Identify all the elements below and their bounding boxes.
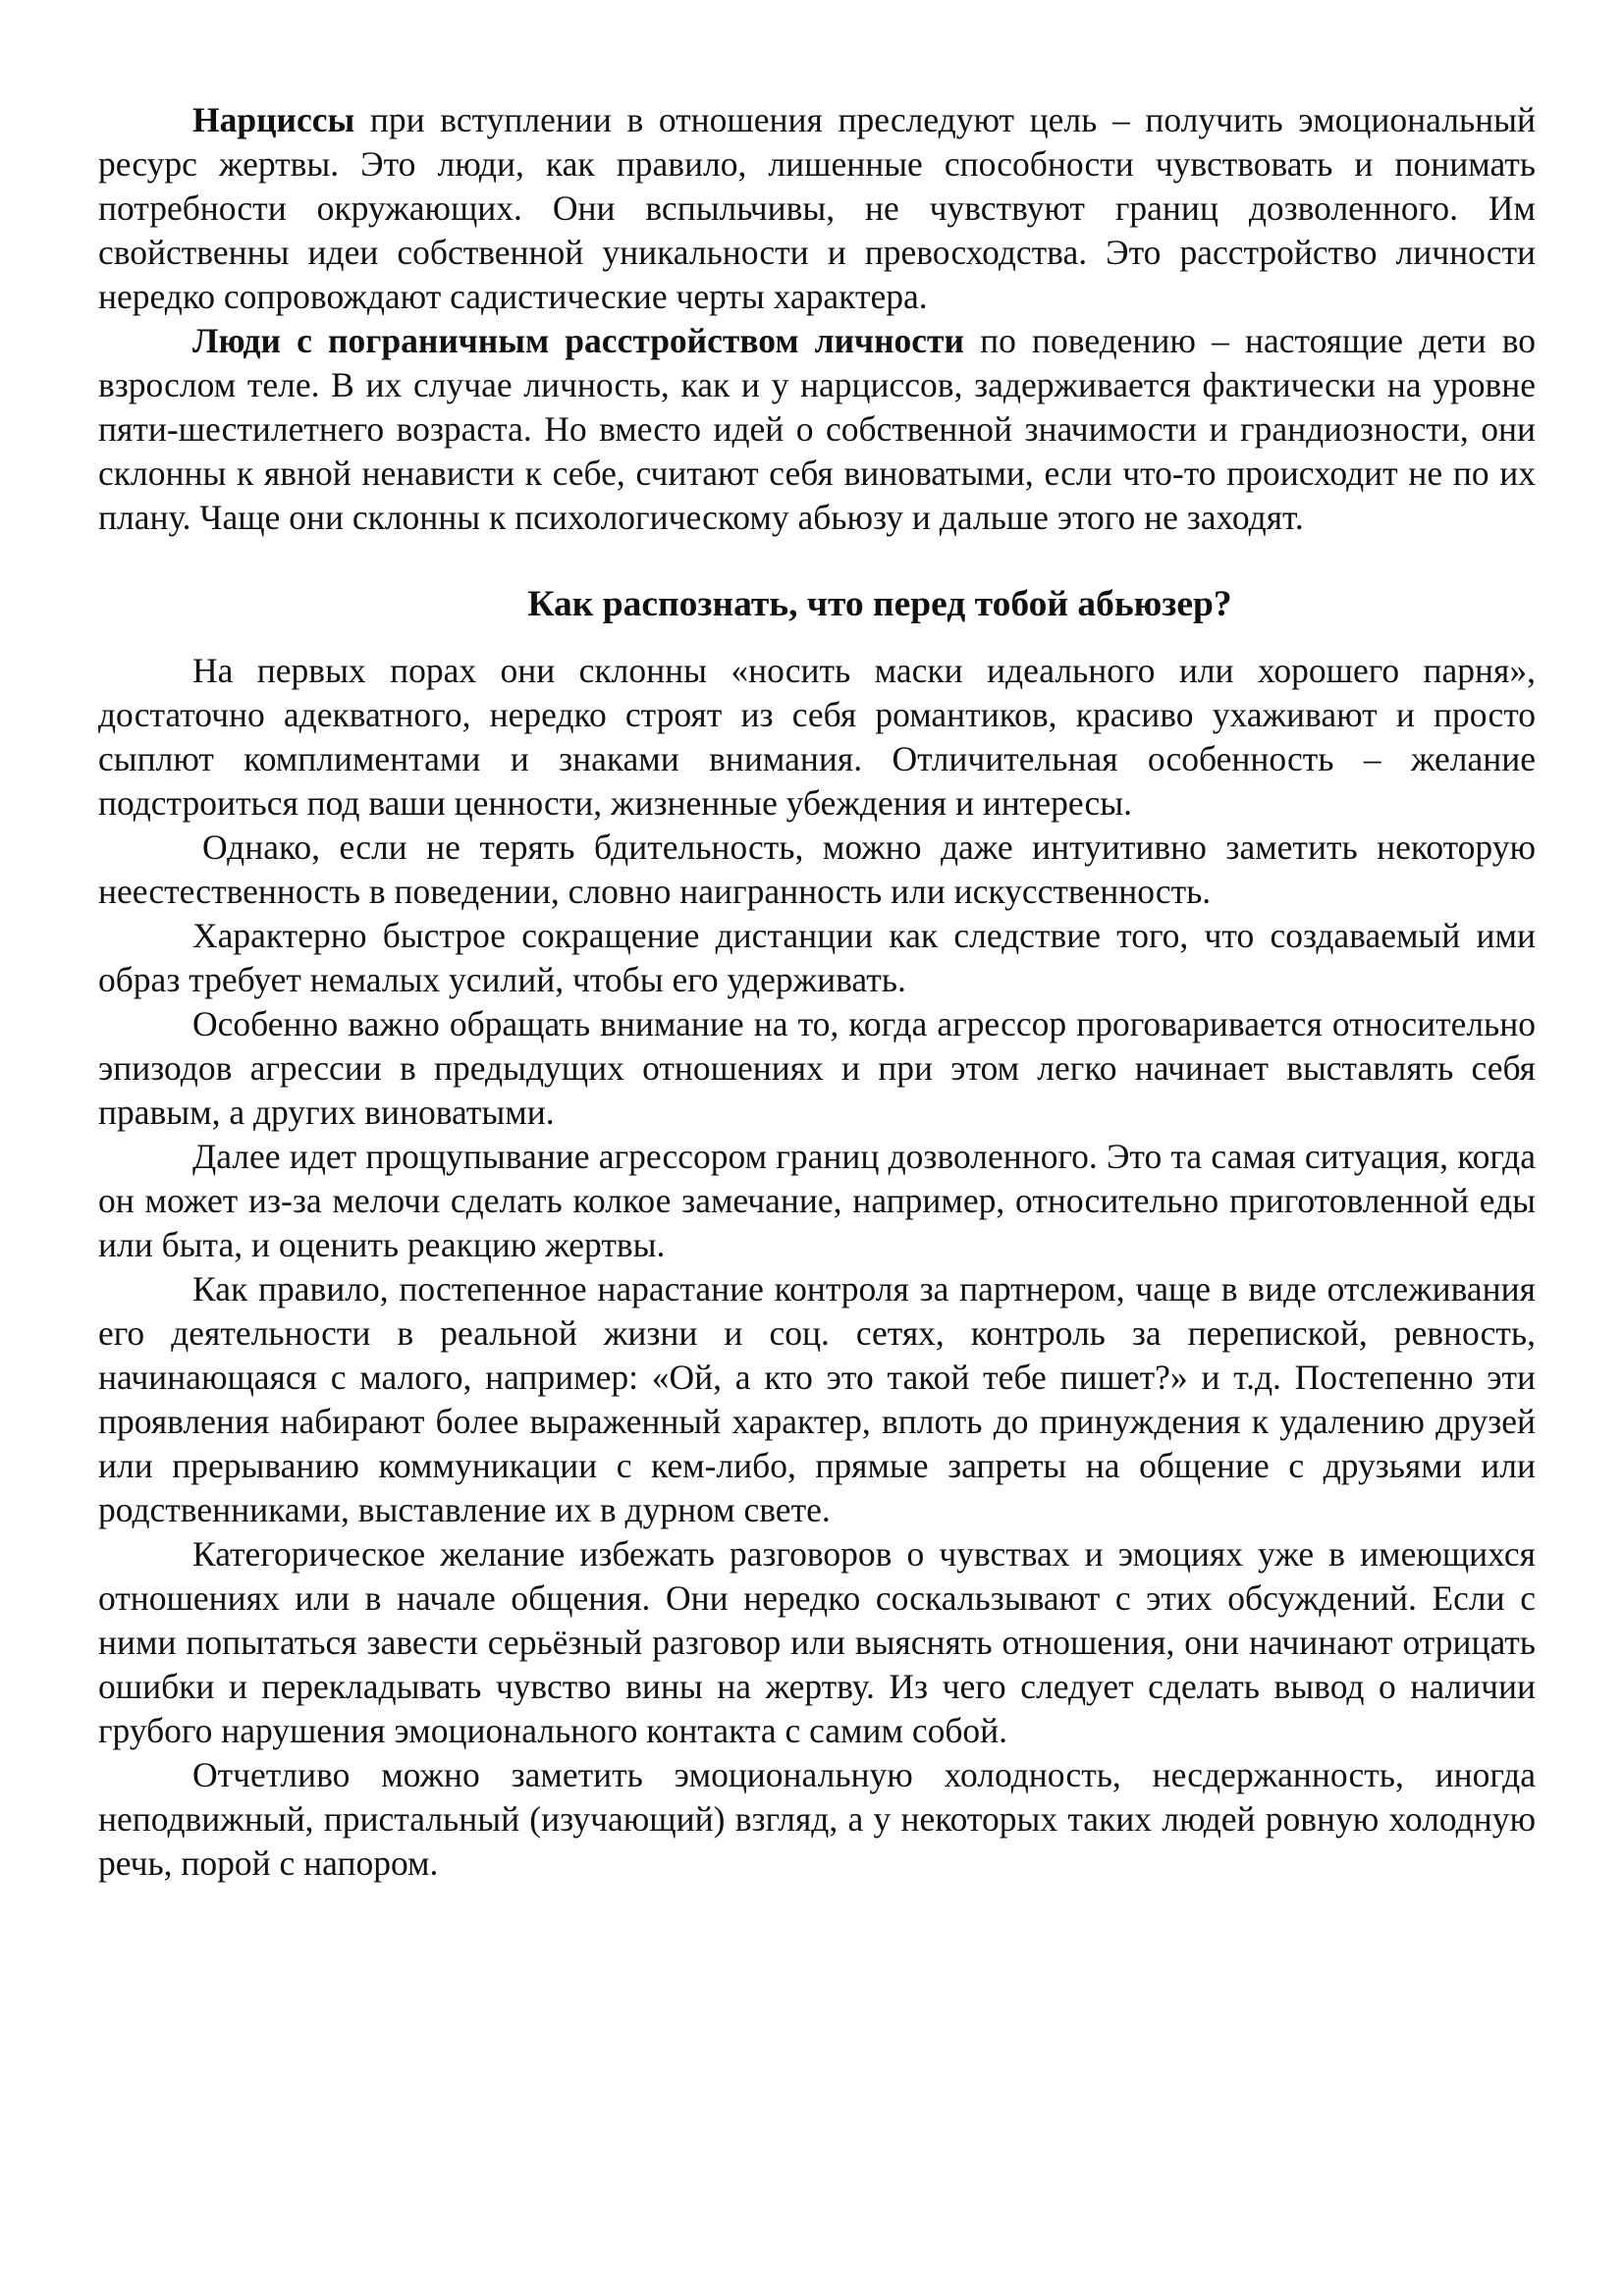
paragraph: Далее идет прощупывание агрессором границ дозволенного. Это та самая ситуация, когда он может из-за мелочи сделать колкое замечание, например, относительно приготовленной еды или быта, и оценить реакцию жертвы. — [98, 1137, 1536, 1264]
paragraph: Категорическое желание избежать разговоров о чувствах и эмоциях уже в имеющихся отношениях или в начале общения. Они нередко соскальзывают с этих обсуждений. Если с ними попытаться завести серьёзный разговор или выяснять отношения, они начинают отрицать ошибки и перекладывать чувство вины на жертву. Из чего следует сделать вывод о наличии грубого нарушения эмоционального контакта с самим собой. — [98, 1534, 1536, 1750]
paragraph-narcissists — [98, 98, 1536, 319]
paragraph-text: по поведению – настоящие дети во взрослом теле. В их случае личность, как и у нарциссов, задерживается фактически на уровне пяти-шестилетнего возраста. Но вместо идей о собственной значимости и грандиозности, они склонны к явной ненависти к себе, считают себя виноватыми, если что-то происходит не по их плану. Чаще они склонны к психологическому абьюзу и дальше этого не заходят. — [98, 321, 1536, 537]
paragraph: Однако, если не терять бдительность, можно даже интуитивно заметить некоторую неестественность в поведении, словно наигранность или искусственность. — [98, 828, 1536, 911]
term-borderline: Люди с пограничным расстройством личности — [192, 321, 964, 360]
paragraph-text: при вступлении в отношения преследуют цель – получить эмоциональный ресурс жертвы. Это люди, как правило, лишенные способности чувствовать и понимать потребности окружающих. Они вспыльчивы, не чувствуют границ дозволенного. Им свойственны идеи собственной уникальности и превосходства. Это расстройство личности нередко сопровождают садистические черты характера. — [98, 100, 1536, 316]
paragraph-borderline — [98, 319, 1536, 540]
paragraph: Характерно быстрое сокращение дистанции как следствие того, что создаваемый ими образ требует немалых усилий, чтобы его удерживать. — [98, 916, 1536, 999]
paragraph: На первых порах они склонны «носить маски идеального или хорошего парня», достаточно адекватного, нередко строят из себя романтиков, красиво ухаживают и просто сыплют комплиментами и знаками внимания. Отличительная особенность – желание подстроиться под ваши ценности, жизненные убеждения и интересы. — [98, 651, 1536, 823]
paragraph: Отчетливо можно заметить эмоциональную холодность, несдержанность, иногда неподвижный, пристальный (изучающий) взгляд, а у некоторых таких людей ровную холодную речь, порой с напором. — [98, 1755, 1536, 1883]
term-narcissists: Нарциссы — [192, 100, 355, 139]
paragraph: Особенно важно обращать внимание на то, когда агрессор проговаривается относительно эпизодов агрессии в предыдущих отношениях и при этом легко начинает выставлять себя правым, а других виноватыми. — [98, 1004, 1536, 1132]
document-page — [98, 98, 1536, 1886]
paragraph: Как правило, постепенное нарастание контроля за партнером, чаще в виде отслеживания его деятельности в реальной жизни и соц. сетях, контроль за перепиской, ревность, начинающаяся с малого, например: «Ой, а кто это такой тебе пишет?» и т.д. Постепенно эти проявления набирают более выраженный характер, вплоть до принуждения к удалению друзей или прерыванию коммуникации с кем-либо, прямые запреты на общение с друзьями или родственниками, выставление их в дурном свете. — [98, 1269, 1536, 1529]
section-heading: Как распознать, что перед тобой абьюзер? — [527, 584, 1232, 624]
